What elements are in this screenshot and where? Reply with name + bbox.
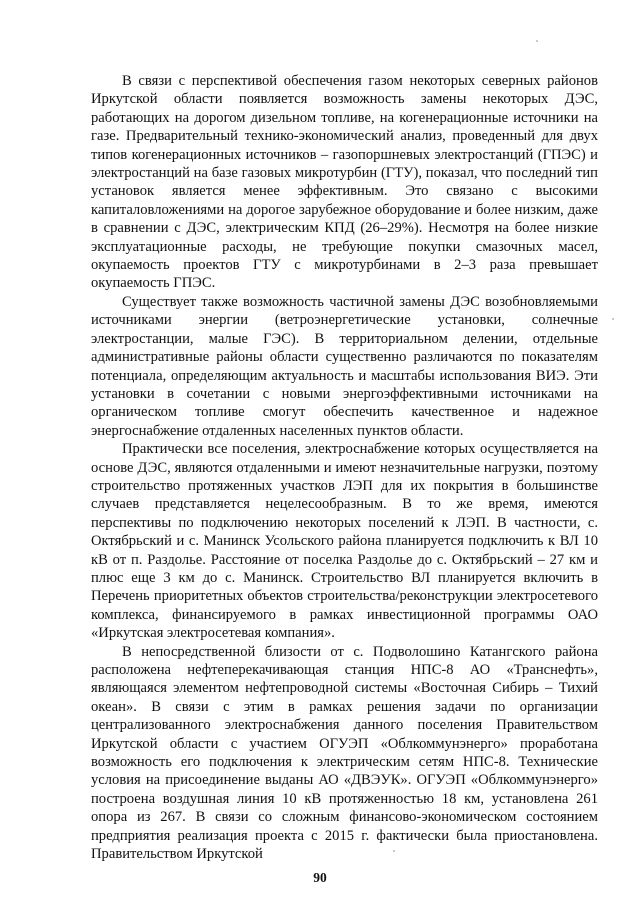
scan-speck — [393, 850, 395, 852]
page-number: 90 — [313, 870, 327, 885]
paragraph-power-lines: Практически все поселения, электроснабжение которых осуществляется на основе ДЭС, являются отдаленными и имеют незначительные нагрузки, поэтому строительство протяженных участков ЛЭП для их покрытия в большинстве случаев представляется нецелесообразным. В то же время, имеются перспективы по подключению некоторых поселений к ЛЭП. В частности, с. Октябрьский и с. Манинск Усольского района планируется подключить к ВЛ 10 кВ от п. Раздолье. Расстояние от поселка Раздолье до с. Октябрьский – 27 км и плюс еще 3 км до с. Манинск. Строительство ВЛ планируется включить в Перечень приоритетных объектов строительства/реконструкции электросетевого комплекса, финансируемого в рамках инвестиционной программы ОАО «Иркутская электросетевая компания». — [91, 441, 598, 642]
paragraph-gas-supply: В связи с перспективой обеспечения газом некоторых северных районов Иркутской области появляется возможность замены некоторых ДЭС, работающих на дорогом дизельном топливе, на когенерационные источники на газе. Предварительный технико-экономический анализ, проведенный для двух типов когенерационных источников – газопоршневых электростанций (ГПЭС) и электростанций на базе газовых микротурбин (ГТУ), показал, что последний тип установок является менее эффективным. Это связано с высокими капиталовложениями на дорогое зарубежное оборудование и более низким, даже в сравнении с ДЭС, электрическим КПД (26–29%). Несмотря на более низкие эксплуатационные расходы, не требующие покупки смазочных масел, окупаемость проектов ГТУ с микротурбинами в 2–3 раза превышает окупаемость ГПЭС. — [91, 73, 598, 292]
scan-speck — [612, 318, 614, 320]
body-text — [91, 72, 598, 863]
paragraph-renewable-energy: Существует также возможность частичной замены ДЭС возобновляемыми источниками энергии (ветроэнергетические установки, солнечные электростанции, малые ГЭС). В территориальном делении, отдельные административные районы области существенно различаются по показателям потенциала, определяющим актуальность и масштабы использования ВИЭ. Эти установки в сочетании с новыми энергоэффективными источниками на органическом топливе смогут обеспечить качественное и надежное энергоснабжение отдаленных населенных пунктов области. — [91, 293, 598, 439]
scan-speck — [536, 40, 538, 42]
paragraph-podvoloshino: В непосредственной близости от с. Подволошино Катангского района расположена нефтеперекачивающая станция НПС-8 АО «Транснефть», являющаяся элементом нефтепроводной системы «Восточная Сибирь – Тихий океан». В связи с этим в рамках решения задачи по организации централизованного электроснабжения данного поселения Правительством Иркутской области с участием ОГУЭП «Облкоммунэнерго» проработана возможность его подключения к электрическим сетям НПС-8. Технические условия на присоединение выданы АО «ДВЭУК». ОГУЭП «Облкоммунэнерго» построена воздушная линия 10 кВ протяженностью 18 км, установлена 261 опора из 267. В связи со сложным финансово-экономическом состоянием предприятия реализация проекта с 2015 г. фактически была приостановлена. Правительством Иркутской — [91, 643, 598, 863]
